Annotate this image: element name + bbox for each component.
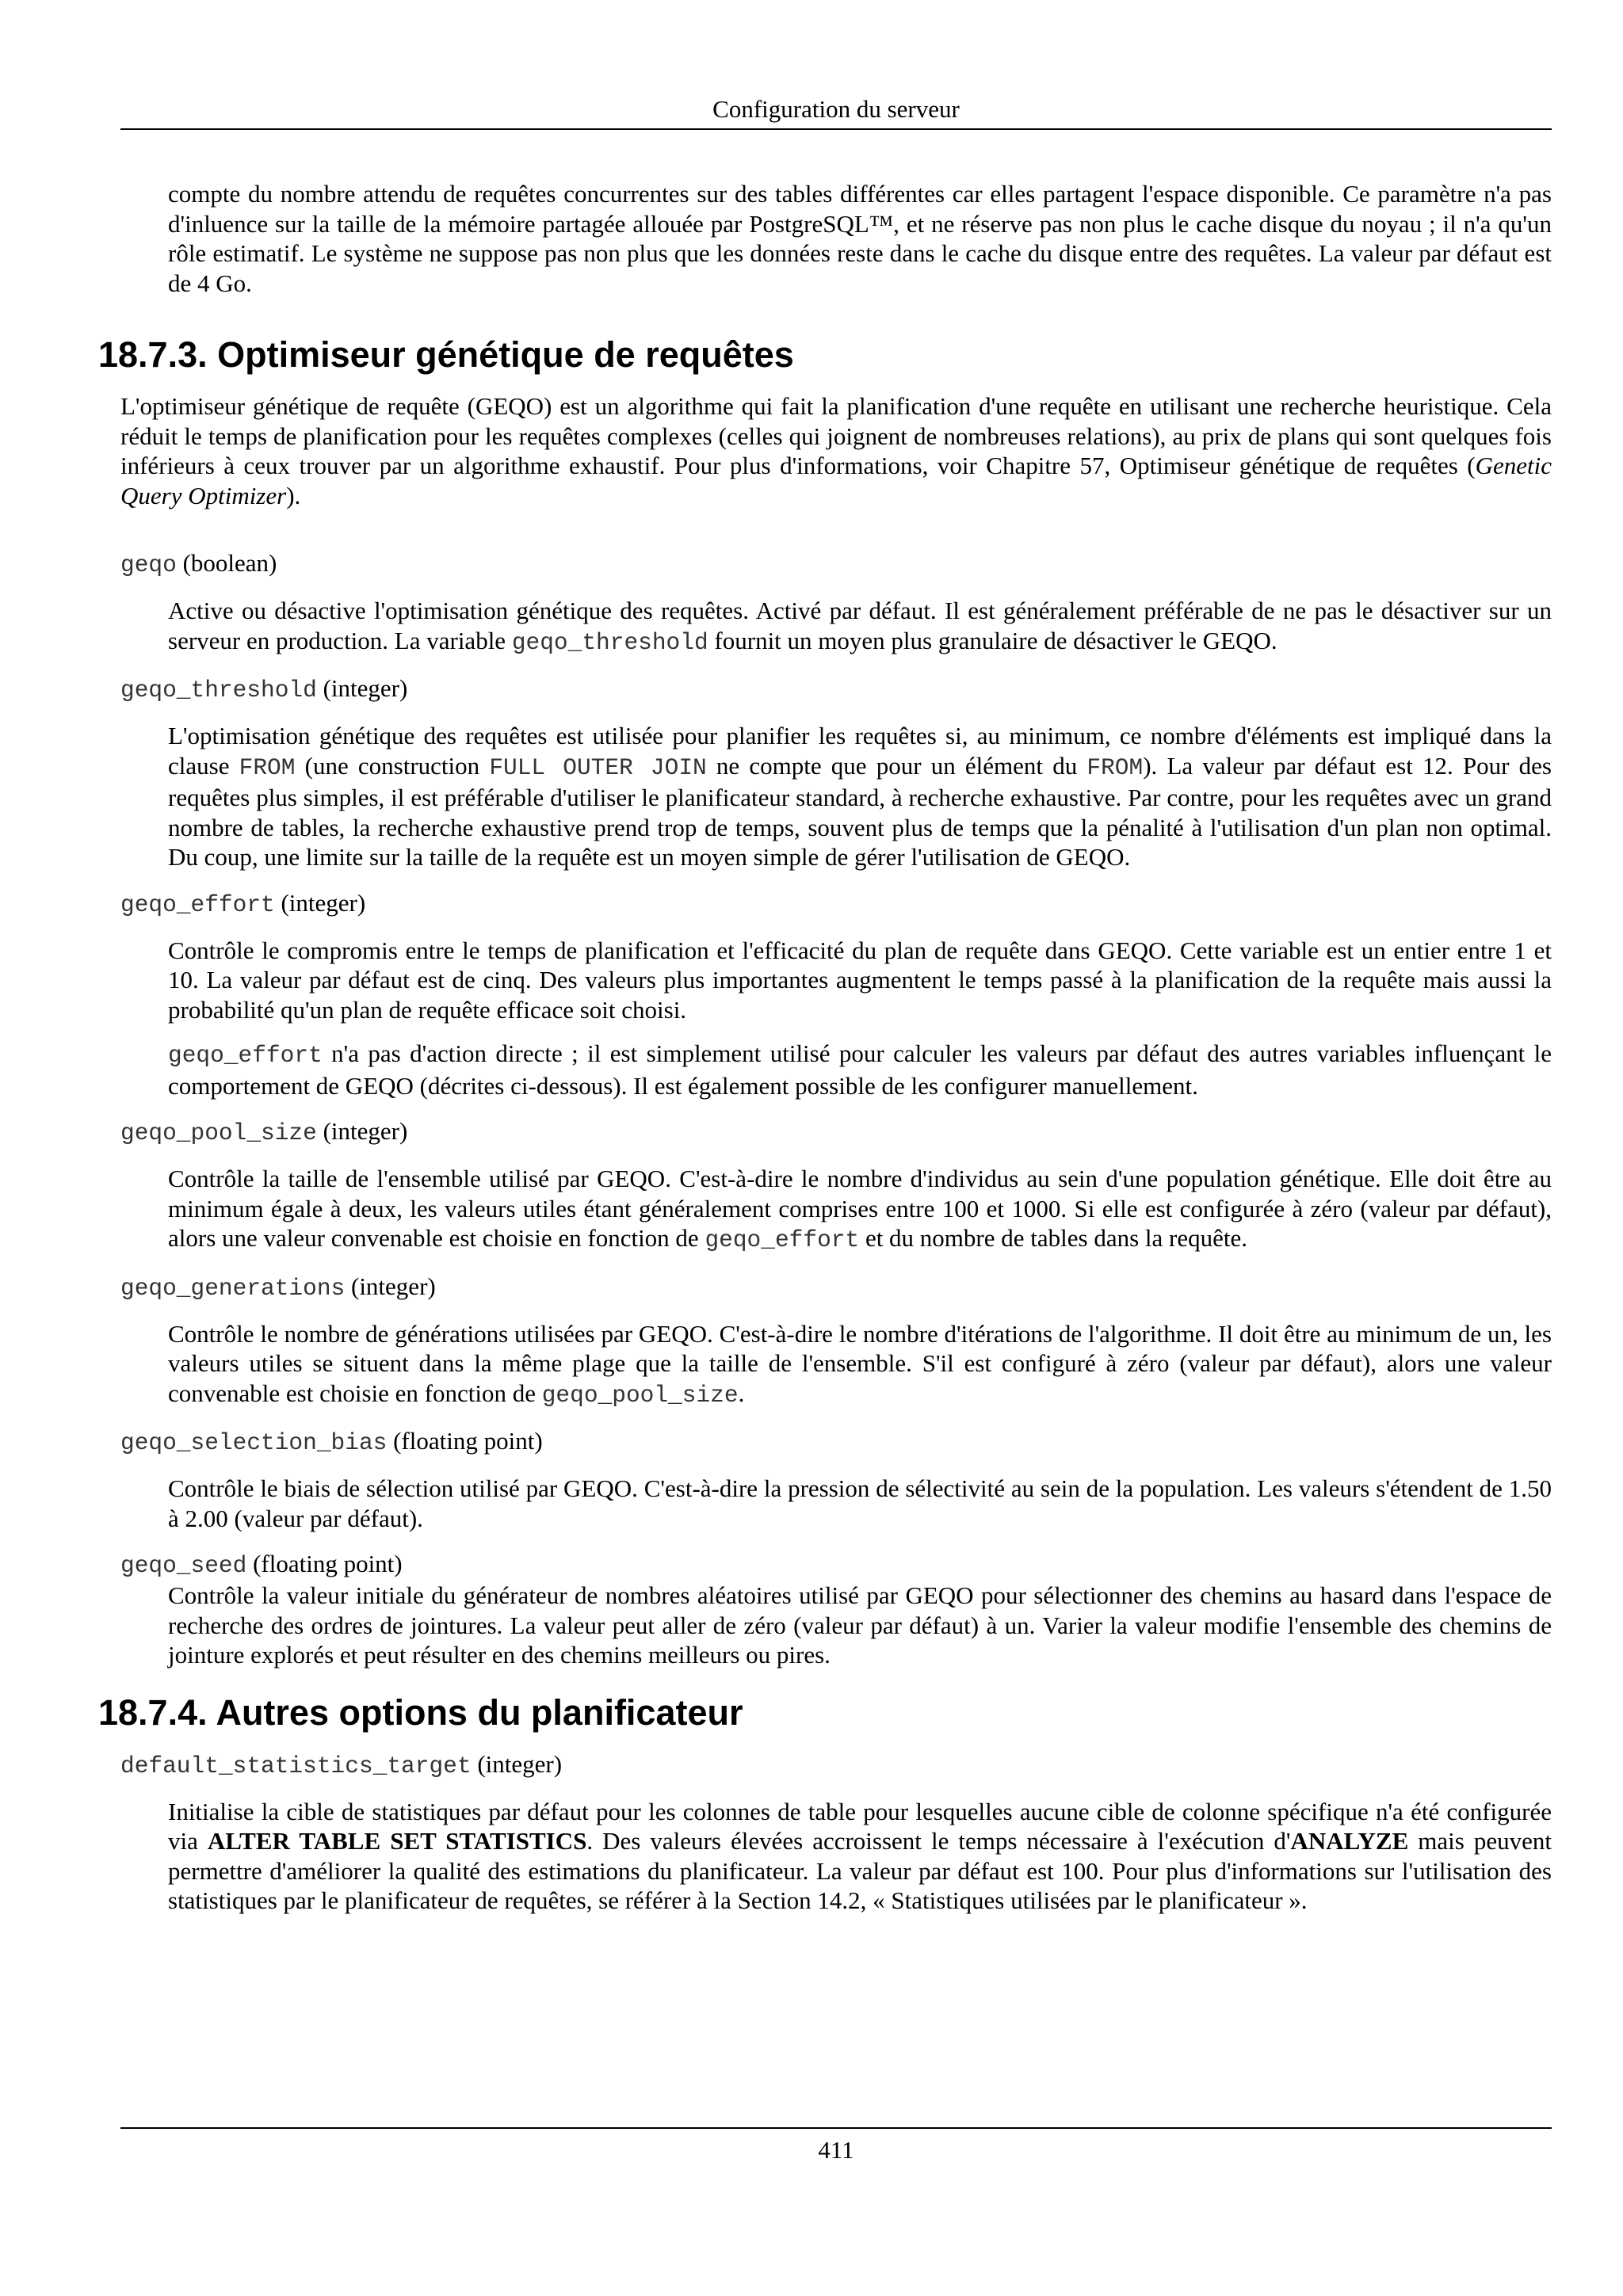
param-term-geqo-generations	[120, 1272, 1552, 1303]
code-literal: geqo_pool_size	[541, 1381, 739, 1409]
other-parameter-list	[120, 1749, 1552, 1916]
geqo-intro-paragraph: L'optimiseur génétique de requête (GEQO) est un algorithme qui fait la planification d'une requête en utilisant une recherche heuristique. Cela réduit le temps de planification pour les requêtes complexes (celles qui joignent de nombreuses relations), au prix de plans qui sont quelques fois inférieurs à ceux trouver par un algorithme exhaustif. Pour plus d'informations, voir Chapitre 57, Optimiseur génétique de requêtes (Genetic Query Optimizer).	[120, 392, 1552, 509]
page-content	[98, 179, 1552, 1932]
param-term-geqo-pool-size	[120, 1116, 1552, 1148]
intro-paragraph: compte du nombre attendu de requêtes concurrentes sur des tables différentes car elles partagent l'espace disponible. Ce paramètre n'a pas d'inluence sur la taille de la mémoire partagée allouée par PostgreSQL™, et ne réserve pas non plus le cache disque du noyau ; il n'a qu'un rôle estimatif. Le système ne suppose pas non plus que les données reste dans le cache du disque entre des requêtes. La valeur par défaut est de 4 Go.	[168, 180, 1552, 297]
param-desc-geqo-threshold: L'optimisation génétique des requêtes est utilisée pour planifier les requêtes si, au minimum, ce nombre d'éléments est impliqué dans la clause FROM (une construction FULL OUTER JOIN ne compte que pour un élément du FROM). La valeur par défaut est 12. Pour des requêtes plus simples, il est préférable d'utiliser le planificateur standard, à recherche exhaustive. Par contre, pour les requêtes avec un grand nombre de tables, la recherche exhaustive prend trop de temps, souvent plus de temps que la pénalité à l'utilisation d'un plan non optimal. Du coup, une limite sur la taille de la requête est un moyen simple de gérer l'utilisation de GEQO.	[168, 722, 1552, 871]
param-term-geqo-effort	[120, 888, 1552, 920]
param-desc-geqo: Active ou désactive l'optimisation génétique des requêtes. Activé par défaut. Il est généralement préférable de ne pas le désactiver sur un serveur en production. La variable geqo_threshold fournit un moyen plus granulaire de désactiver le GEQO.	[168, 597, 1552, 656]
param-type: (floating point)	[253, 1550, 403, 1577]
param-name: geqo_selection_bias	[120, 1429, 388, 1456]
param-desc-geqo-seed: Contrôle la valeur initiale du générateur de nombres aléatoires utilisé par GEQO pour sélectionner des chemins au hasard dans l'espace de recherche des ordres de jointures. La valeur peut aller de zéro (valeur par défaut) à un. Varier la valeur modifie l'ensemble des chemins de jointure explorés et peut résulter en des chemins meilleurs ou pires.	[168, 1581, 1552, 1669]
param-type: (integer)	[477, 1749, 563, 1778]
param-name: geqo_seed	[120, 1552, 247, 1579]
section-heading-geqo: 18.7.3. Optimiseur génétique de requêtes	[98, 334, 794, 375]
code-literal: FULL OUTER JOIN	[489, 753, 707, 781]
param-type: (integer)	[323, 674, 408, 702]
param-type: (integer)	[351, 1272, 436, 1300]
code-literal: FROM	[1086, 753, 1144, 781]
param-term-geqo-seed	[120, 1549, 1552, 1581]
param-desc-geqo-generations: Contrôle le nombre de générations utilisées par GEQO. C'est-à-dire le nombre d'itérations de l'algorithme. Il doit être au minimum de un, les valeurs utiles se situent dans la même plage que la taille de l'ensemble. S'il est configuré à zéro (valeur par défaut), alors une valeur convenable est choisie en fonction de geqo_pool_size.	[168, 1319, 1552, 1409]
param-name: default_statistics_target	[120, 1752, 472, 1779]
param-desc-default-statistics-target: Initialise la cible de statistiques par défaut pour les colonnes de table pour lesquelles aucune cible de colonne spécifique n'a été configurée via ALTER TABLE SET STATISTICS. Des valeurs élevées accroissent le temps nécessaire à l'exécution d'ANALYZE mais peuvent permettre d'améliorer la qualité des estimations du planificateur. La valeur par défaut est 100. Pour plus d'informations sur l'utilisation des statistiques par le planificateur de requêtes, se référer à la Section 14.2, « Statistiques utilisées par le planificateur ».	[168, 1797, 1552, 1914]
param-desc-geqo-effort-2: geqo_effort n'a pas d'action directe ; il est simplement utilisé pour calculer les valeurs par défaut des autres variables influençant le comportement de GEQO (décrites ci-dessous). Il est également possible de les configurer manuellement.	[168, 1039, 1552, 1100]
geqo-parameter-list	[120, 548, 1552, 1670]
param-term-geqo-selection-bias	[120, 1426, 1552, 1458]
param-term-geqo-threshold	[120, 673, 1552, 705]
section-heading-other-options: 18.7.4. Autres options du planificateur	[98, 1691, 743, 1733]
code-literal: FROM	[239, 753, 296, 781]
param-desc-geqo-pool-size: Contrôle la taille de l'ensemble utilisé par GEQO. C'est-à-dire le nombre d'individus au sein d'une population génétique. Elle doit être au minimum égale à deux, les valeurs utiles étant généralement comprises entre 100 et 1000. Si elle est configurée à zéro (valeur par défaut), alors une valeur convenable est choisie en fonction de geqo_effort et du nombre de tables dans la requête.	[168, 1165, 1552, 1253]
param-type: (integer)	[323, 1117, 408, 1145]
param-name: geqo_threshold	[120, 677, 317, 704]
param-type: (integer)	[281, 888, 366, 917]
param-name: geqo_pool_size	[120, 1119, 317, 1146]
emphasis-text: Genetic Query Optimizer	[120, 452, 1552, 509]
param-desc-geqo-selection-bias: Contrôle le biais de sélection utilisé par GEQO. C'est-à-dire la pression de sélectivité au sein de la population. Les valeurs s'étendent de 1.50 à 2.00 (valeur par défaut).	[168, 1474, 1552, 1532]
command-name: ANALYZE	[1290, 1827, 1409, 1855]
command-name: ALTER TABLE SET STATISTICS	[207, 1827, 587, 1855]
running-header: Configuration du serveur	[712, 95, 960, 123]
code-literal: geqo_effort	[705, 1226, 860, 1253]
code-literal: geqo_effort	[168, 1042, 323, 1069]
param-name: geqo_effort	[120, 891, 275, 918]
code-literal: geqo_threshold	[511, 628, 708, 656]
header-rule	[120, 128, 1552, 130]
page-number: 411	[818, 2136, 854, 2164]
footer-rule	[120, 2127, 1552, 2129]
param-desc-geqo-effort: Contrôle le compromis entre le temps de planification et l'efficacité du plan de requête dans GEQO. Cette variable est un entier entre 1 et 10. La valeur par défaut est de cinq. Des valeurs plus importantes augmentent le temps passé à la planification de la requête mais aussi la probabilité qu'un plan de requête efficace soit choisi.	[168, 936, 1552, 1024]
param-name: geqo	[120, 551, 177, 578]
param-term-default-statistics-target	[120, 1749, 1552, 1781]
param-type: (boolean)	[182, 549, 277, 577]
param-term-geqo	[120, 548, 1552, 580]
param-name: geqo_generations	[120, 1274, 346, 1302]
param-type: (floating point)	[393, 1427, 543, 1455]
